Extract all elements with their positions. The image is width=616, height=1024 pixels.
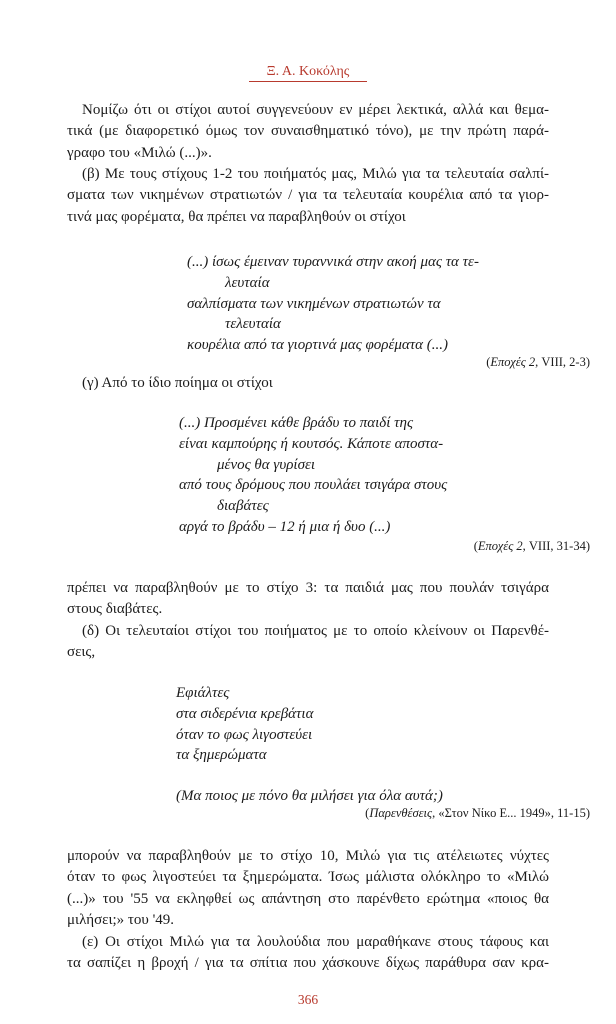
paragraph-4 — [67, 578, 549, 621]
poem-quote-3 — [176, 683, 313, 766]
text-line: (γ) Από το ίδιο ποίημα οι στίχοι — [82, 375, 273, 391]
citation-2: (Εποχές 2, VIII, 31-34) — [473, 539, 590, 553]
paragraph-6 — [67, 846, 549, 931]
citation-work: Εποχές 2 — [490, 355, 536, 369]
text-line: τα σαπίζει η βροχή / για τα σπίτια που χάσκουνε δίχως παράθυρα σαν κρα- — [67, 955, 549, 972]
poem-quote-2 — [179, 413, 447, 538]
poem-line: (...) ίσως έμειναν τυραννικά στην ακοή μας τα τε- — [187, 254, 479, 270]
running-header — [0, 62, 616, 82]
running-header-text: Ξ. Α. Κοκόλης — [249, 64, 368, 82]
poem-line: διαβάτες — [217, 498, 269, 515]
poem-line: (Μα ποιος με πόνο θα μιλήσει για όλα αυτά;) — [176, 788, 443, 804]
poem-line: από τους δρόμους που πουλάει τσιγάρα στους — [179, 477, 448, 494]
poem-line: τα ξημερώματα — [176, 747, 267, 764]
citation-ref: , VIII, 2-3) — [535, 355, 590, 369]
citation-ref: , «Στον Νίκο Ε... 1949», 11-15) — [432, 806, 590, 820]
citation-ref: , VIII, 31-34) — [522, 539, 590, 553]
text-line: σεις, — [67, 644, 96, 661]
citation-3: (Παρενθέσεις, «Στον Νίκο Ε... 1949», 11-15) — [365, 806, 590, 820]
poem-line: (...) Προσμένει κάθε βράδυ το παιδί της — [179, 415, 414, 431]
poem-line: κουρέλια από τα γιορτινά μας φορέματα (...) — [187, 337, 448, 354]
poem-line: λευταία — [225, 274, 270, 291]
paragraph-7 — [67, 932, 549, 975]
text-line: σματα των νικημένων στρατιωτών / για τα τελευταία κουρέλια από τα γιορ- — [67, 187, 549, 204]
text-line: (...)» του '55 να εκληφθεί ως απάντηση στο παρένθετο ερώτημα «ποιος θα — [67, 890, 549, 907]
poem-line: στα σιδερένια κρεβάτια — [176, 705, 314, 722]
poem-line: όταν το φως λιγοστεύει — [176, 726, 313, 743]
text-line: μιλήσει;» του '49. — [67, 911, 175, 928]
text-line: στους διαβάτες. — [67, 601, 163, 618]
poem-quote-3-parenthesis — [176, 786, 443, 807]
citation-1: (Εποχές 2, VIII, 2-3) — [486, 355, 590, 369]
text-line: (δ) Οι τελευταίοι στίχοι του ποιήματος με το οποίο κλείνουν οι Παρενθέ- — [82, 623, 549, 639]
citation-work: Εποχές 2 — [477, 539, 523, 553]
text-line: Νομίζω ότι οι στίχοι αυτοί συγγενεύουν εν μέρει λεκτικά, αλλά και θεμα- — [82, 102, 549, 118]
paragraph-1 — [67, 100, 549, 164]
text-line: (ε) Οι στίχοι Μιλώ για τα λουλούδια που μαραθήκανε στους τάφους και — [82, 934, 549, 950]
poem-line: Εφιάλτες — [176, 685, 230, 701]
text-line: όταν το φως λιγοστεύει τα ξημερώματα. Ίσως μάλιστα ολόκληρο το «Μιλώ — [67, 869, 549, 886]
text-line: μπορούν να παραβληθούν με το στίχο 10, Μιλώ για τις ατέλειωτες νύχτες — [67, 848, 549, 864]
text-line: πρέπει να παραβληθούν με το στίχο 3: τα παιδιά μας που πουλάν τσιγάρα — [67, 580, 549, 596]
text-line: τινά μας φορέματα, θα πρέπει να παραβληθούν οι στίχοι — [67, 208, 406, 225]
paragraph-5 — [67, 621, 549, 664]
page-number: 366 — [297, 992, 319, 1007]
poem-line: μένος θα γυρίσει — [217, 456, 316, 473]
text-line: τικά (με διαφορετικό όμως τον συναισθηματικό τόνο), με την πρώτη παρά- — [67, 123, 549, 140]
poem-line: είναι καμπούρης ή κουτσός. Κάποτε αποστα- — [179, 435, 444, 452]
poem-line: τελευταία — [225, 316, 281, 333]
poem-line: σαλπίσματα των νικημένων στρατιωτών τα — [187, 295, 441, 312]
poem-quote-1 — [187, 252, 479, 356]
poem-line: αργά το βράδυ – 12 ή μια ή δυο (...) — [179, 518, 391, 535]
text-line: (β) Με τους στίχους 1-2 του ποιήματός μας, Μιλώ για τα τελευταία σαλπί- — [82, 166, 549, 182]
text-line: γραφο του «Μιλώ (...)». — [67, 144, 212, 161]
paragraph-3 — [67, 373, 549, 394]
citation-work: Παρενθέσεις — [369, 806, 433, 820]
paragraph-2 — [67, 164, 549, 228]
